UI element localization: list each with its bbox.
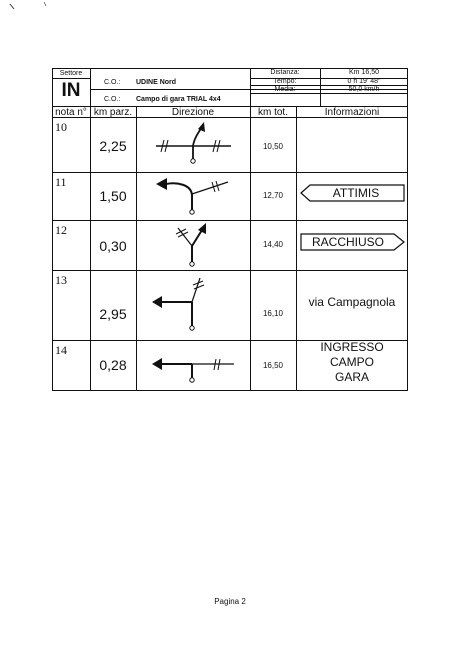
- info-sign-text: ATTIMIS: [332, 186, 380, 200]
- stat-value: Km 16,50: [349, 69, 379, 76]
- stat-label: Tempo:: [273, 78, 297, 85]
- settore-label: Settore: [59, 70, 83, 77]
- stat-value: 50,0 km/h: [348, 86, 380, 93]
- divider: [250, 93, 408, 94]
- km-tot-value: 12,70: [262, 191, 284, 200]
- nota-number: 10: [55, 120, 67, 134]
- km-parz-value: 0,30: [99, 238, 127, 254]
- left-turn-icon: [136, 270, 250, 340]
- straight-right-branch-icon: [136, 117, 250, 172]
- km-parz-value: 1,50: [99, 188, 127, 204]
- nota-number: 12: [55, 223, 67, 237]
- column-header-km-tot: km tot.: [257, 107, 288, 118]
- co-value: Campo di gara TRIAL 4x4: [136, 96, 221, 103]
- column-header-km-parz: km parz.: [93, 107, 133, 118]
- nota-number: 11: [55, 175, 67, 189]
- info-text: via Campagnola: [308, 295, 396, 309]
- left-curve-icon: [136, 172, 250, 220]
- co-label: C.O.:: [104, 79, 121, 86]
- info-line: CAMPO: [329, 355, 374, 369]
- info-sign-text: RACCHIUSO: [311, 235, 384, 249]
- column-header-nota: nota n°: [55, 107, 87, 118]
- stray-mark-icon: [0, 0, 60, 20]
- page-number: Pagina 2: [214, 597, 246, 606]
- column-header-direzione: Direzione: [171, 107, 215, 118]
- nota-number: 14: [55, 343, 67, 357]
- info-line: INGRESSO: [320, 340, 384, 354]
- divider: [52, 78, 90, 79]
- km-tot-value: 16,50: [262, 361, 284, 370]
- km-parz-value: 2,95: [99, 306, 127, 322]
- km-tot-value: 10,50: [262, 142, 284, 151]
- stat-label: Media:: [274, 86, 296, 93]
- info-text-block: [296, 340, 408, 385]
- km-tot-value: 14,40: [262, 240, 284, 249]
- info-line: GARA: [334, 370, 369, 384]
- stat-label: Distanza:: [270, 69, 300, 76]
- km-parz-value: 0,28: [99, 357, 127, 373]
- co-value: UDINE Nord: [136, 79, 177, 86]
- km-parz-value: 2,25: [99, 138, 127, 154]
- co-label: C.O.:: [104, 96, 121, 103]
- km-tot-value: 16,10: [262, 309, 284, 318]
- nota-number: 13: [55, 273, 67, 287]
- stat-value: 0 h 19' 48": [347, 78, 381, 85]
- settore-value: IN: [61, 80, 81, 101]
- right-fork-icon: [136, 220, 250, 270]
- column-header-informazioni: Informazioni: [324, 107, 380, 118]
- left-straight-icon: [136, 340, 250, 391]
